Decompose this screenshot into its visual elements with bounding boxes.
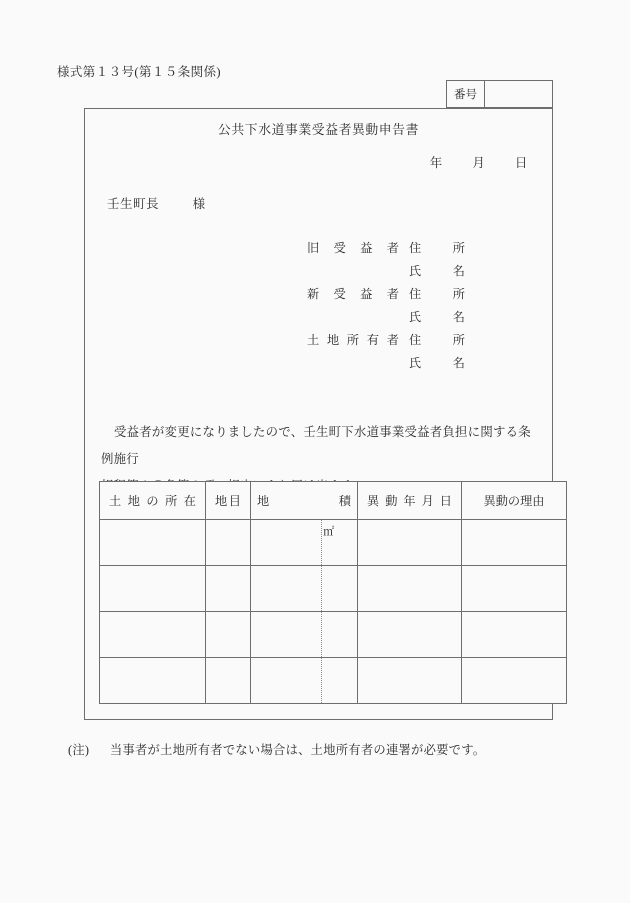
party-row-new-name [307,308,465,331]
cell-date[interactable] [358,566,462,612]
cell-reason[interactable] [462,520,567,566]
table-header-location-text: 土地の所在 [109,494,196,508]
cell-location[interactable] [100,612,206,658]
party-label-owner: 土地所有者 [307,333,399,347]
table-body [100,520,567,704]
cell-location[interactable] [100,658,206,704]
cell-category[interactable] [206,566,251,612]
table-header-category-text: 地目 [215,494,241,508]
body-line-1 [101,419,538,473]
cell-category[interactable] [206,520,251,566]
cell-reason[interactable] [462,612,567,658]
cell-category[interactable] [206,658,251,704]
table-header-reason [462,482,567,520]
party-field-former-name-label: 氏名 [409,264,465,278]
table-row [100,658,567,704]
table-header-category [206,482,251,520]
table-row [100,612,567,658]
party-label-former: 旧受益者 [307,241,399,255]
party-row-new-address [307,285,465,308]
form-number-label: 様式第１３号(第１５条関係) [57,65,221,79]
area-dotted-divider [321,612,322,657]
table-header-area-text: 地積 [257,494,351,508]
addressee-honorific: 様 [192,197,206,211]
cell-location[interactable] [100,566,206,612]
number-box [446,80,553,108]
footnote-marker: (注) [68,743,90,757]
number-box-input[interactable] [485,81,552,107]
date-line [430,153,528,171]
cell-reason[interactable] [462,566,567,612]
party-field-new-name-label: 氏名 [409,310,465,324]
document-title: 公共下水道事業受益者異動申告書 [218,123,419,137]
cell-area[interactable] [251,520,358,566]
table-row [100,566,567,612]
cell-reason[interactable] [462,658,567,704]
cell-date[interactable] [358,520,462,566]
cell-date[interactable] [358,658,462,704]
area-dotted-divider [321,520,322,565]
table-header-location [100,482,206,520]
date-year-label: 年 [429,156,443,170]
cell-location[interactable] [100,520,206,566]
land-table [99,481,567,704]
party-row-former-name [307,262,465,285]
addressee-recipient: 壬生町長 [107,197,160,211]
table-header-row [100,482,567,520]
party-field-new-address-label: 住所 [409,287,465,301]
cell-area[interactable] [251,566,358,612]
cell-category[interactable] [206,612,251,658]
body-line-1-text: 受益者が変更になりましたので、壬生町下水道事業受益者負担に関する条例施行 [101,425,531,466]
party-field-former-address-label: 住所 [409,241,465,255]
table-header-reason-text: 異動の理由 [483,494,545,508]
cell-area[interactable] [251,612,358,658]
footnote [68,740,485,758]
form-frame [84,108,553,720]
party-row-owner-name [307,354,465,377]
party-row-owner-address [307,331,465,354]
party-row-former-address [307,239,465,262]
date-month-label: 月 [472,156,486,170]
party-field-owner-name-label: 氏名 [409,356,465,370]
area-unit-label: ㎡ [323,526,335,538]
table-header-date-text: 異動年月日 [367,494,452,508]
cell-date[interactable] [358,612,462,658]
cell-area[interactable] [251,658,358,704]
number-box-label: 番号 [447,81,485,107]
table-header-date [358,482,462,520]
area-dotted-divider [321,658,322,703]
party-label-new: 新受益者 [307,287,399,301]
party-field-owner-address-label: 住所 [409,333,465,347]
table-header-area [251,482,358,520]
date-day-label: 日 [514,156,528,170]
addressee-line [107,194,206,212]
area-dotted-divider [321,566,322,611]
footnote-text: 当事者が土地所有者でない場合は、土地所有者の連署が必要です。 [109,743,486,757]
party-block [307,239,465,377]
table-row [100,520,567,566]
